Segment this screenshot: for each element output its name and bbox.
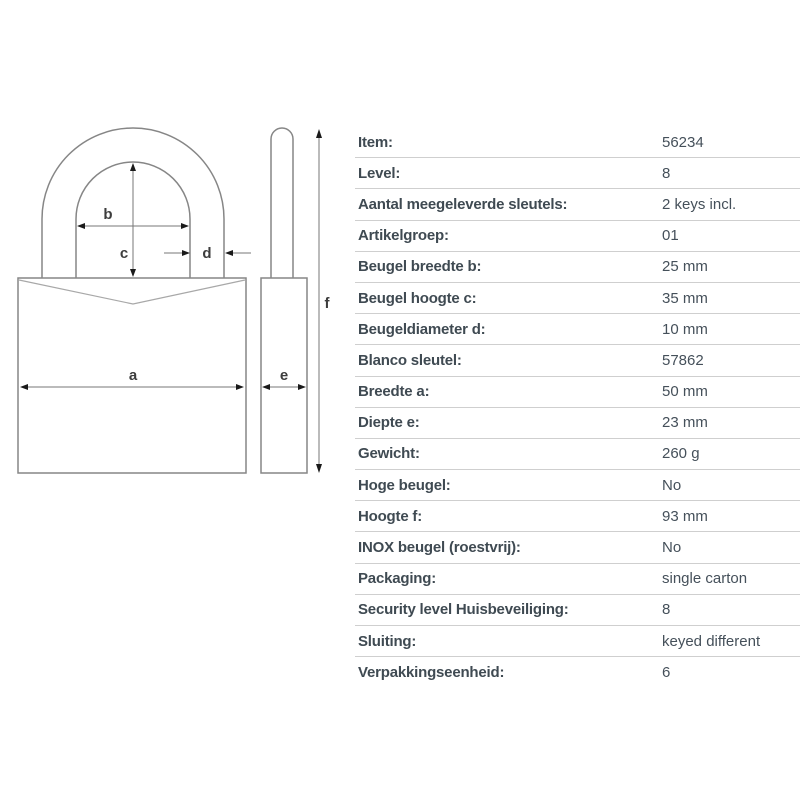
spec-row-shackle-height bbox=[355, 283, 800, 314]
spec-row-inox-shackle bbox=[355, 532, 800, 563]
spec-label: Level: bbox=[358, 164, 401, 182]
spec-label: Blanco sleutel: bbox=[358, 351, 462, 369]
spec-row-key-blank bbox=[355, 345, 800, 376]
dim-f-arrowhead-top bbox=[316, 129, 322, 138]
spec-value: 25 mm bbox=[662, 258, 708, 276]
dim-label-e: e bbox=[279, 367, 289, 384]
spec-row-height bbox=[355, 501, 800, 532]
dim-d-arrowhead-right bbox=[225, 250, 233, 256]
dim-e-arrowhead-left bbox=[262, 384, 270, 390]
padlock-dimension-diagram bbox=[0, 0, 345, 500]
dim-label-b: b bbox=[103, 206, 113, 223]
spec-value: 2 keys incl. bbox=[662, 195, 737, 213]
spec-value: No bbox=[662, 476, 682, 494]
spec-label: Verpakkingseenheid: bbox=[358, 664, 505, 682]
spec-label: Sluiting: bbox=[358, 632, 417, 650]
dim-c-arrowhead-top bbox=[130, 163, 136, 171]
spec-row-width bbox=[355, 377, 800, 408]
spec-row-shackle-diameter bbox=[355, 314, 800, 345]
spec-row-locking bbox=[355, 626, 800, 657]
spec-value: 23 mm bbox=[662, 414, 708, 432]
spec-row-shackle-width bbox=[355, 252, 800, 283]
dim-label-f: f bbox=[324, 295, 330, 312]
dim-label-c: c bbox=[119, 245, 129, 262]
spec-value: 56234 bbox=[662, 133, 704, 151]
spec-row-level bbox=[355, 158, 800, 189]
spec-row-item bbox=[355, 127, 800, 158]
spec-row-article-group bbox=[355, 221, 800, 252]
spec-value: 8 bbox=[662, 164, 671, 182]
spec-value: 50 mm bbox=[662, 383, 708, 401]
spec-label: Hoge beugel: bbox=[358, 476, 451, 494]
spec-value: 260 g bbox=[662, 445, 700, 463]
spec-row-weight bbox=[355, 439, 800, 470]
spec-row-depth bbox=[355, 408, 800, 439]
spec-row-packaging bbox=[355, 564, 800, 595]
dim-a-arrowhead-left bbox=[20, 384, 28, 390]
spec-label: Beugel breedte b: bbox=[358, 258, 482, 276]
dim-b-arrowhead-left bbox=[77, 223, 85, 229]
spec-value: keyed different bbox=[662, 632, 761, 650]
dim-a-arrowhead-right bbox=[236, 384, 244, 390]
dim-label-a: a bbox=[128, 367, 138, 384]
spec-label: Security level Huisbeveiliging: bbox=[358, 601, 569, 619]
spec-row-keys-included bbox=[355, 189, 800, 220]
spec-label: Diepte e: bbox=[358, 414, 420, 432]
spec-label: Beugeldiameter d: bbox=[358, 320, 486, 338]
dim-e-arrowhead-right bbox=[298, 384, 306, 390]
spec-value: single carton bbox=[662, 570, 748, 588]
side-shackle-outline bbox=[271, 128, 293, 278]
spec-label: Item: bbox=[358, 133, 393, 151]
dim-d-arrowhead-left bbox=[182, 250, 190, 256]
spec-label: INOX beugel (roestvrij): bbox=[358, 539, 521, 557]
spec-value: 93 mm bbox=[662, 507, 708, 525]
spec-row-high-shackle bbox=[355, 470, 800, 501]
spec-label: Aantal meegeleverde sleutels: bbox=[358, 195, 568, 213]
spec-label: Breedte a: bbox=[358, 383, 430, 401]
spec-value: 01 bbox=[662, 227, 679, 245]
spec-value: 57862 bbox=[662, 351, 704, 369]
spec-value: 6 bbox=[662, 664, 671, 682]
spec-value: No bbox=[662, 539, 682, 557]
spec-label: Beugel hoogte c: bbox=[358, 289, 477, 307]
spec-label: Gewicht: bbox=[358, 445, 420, 463]
dim-b-arrowhead-right bbox=[181, 223, 189, 229]
spec-row-packing-unit bbox=[355, 657, 800, 688]
spec-row-security-level bbox=[355, 595, 800, 626]
spec-label: Artikelgroep: bbox=[358, 227, 449, 245]
dim-c-arrowhead-bottom bbox=[130, 269, 136, 277]
spec-value: 8 bbox=[662, 601, 671, 619]
dim-f-arrowhead-bottom bbox=[316, 464, 322, 473]
spec-table bbox=[355, 127, 800, 688]
spec-label: Hoogte f: bbox=[358, 507, 423, 525]
front-body-chevron bbox=[19, 280, 245, 304]
spec-value: 35 mm bbox=[662, 289, 708, 307]
spec-value: 10 mm bbox=[662, 320, 708, 338]
spec-label: Packaging: bbox=[358, 570, 437, 588]
dim-label-d: d bbox=[202, 245, 212, 262]
